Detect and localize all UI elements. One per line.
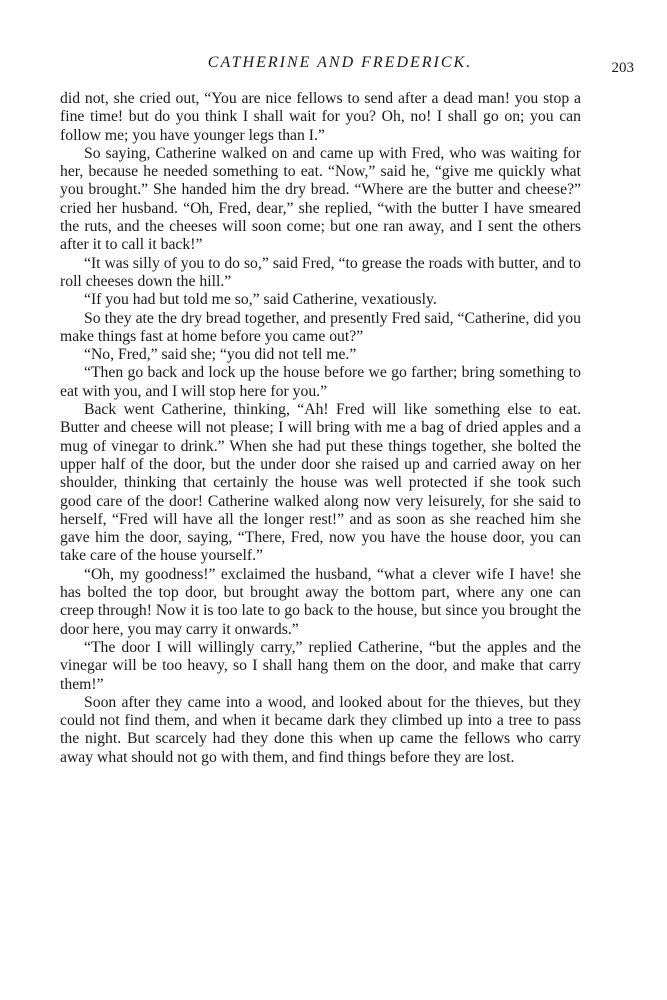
paragraph: “Then go back and lock up the house before we go farther; bring something to eat with you, and I will stop here for you.” bbox=[60, 364, 581, 400]
running-head bbox=[60, 54, 634, 78]
page-number: 203 bbox=[611, 60, 634, 76]
paragraph: Soon after they came into a wood, and looked about for the thieves, but they could not find them, and when it became dark they climbed up into a tree to pass the night. But scarcely had they done this when up came the fellows who carry away what should not go with them, and find things before they are lost. bbox=[60, 693, 581, 766]
paragraph: “The door I will willingly carry,” replied Catherine, “but the apples and the vinegar will be too heavy, so I shall hang them on the door, and make that carry them!” bbox=[60, 638, 581, 693]
paragraph: did not, she cried out, “You are nice fellows to send after a dead man! you stop a fine time! but do you think I shall wait for you? Oh, no! I shall go on; you can follow me; you have younger legs than I.” bbox=[60, 90, 581, 144]
paragraph: “No, Fred,” said she; “you did not tell me.” bbox=[84, 346, 357, 364]
paragraph: Back went Catherine, thinking, “Ah! Fred will like something else to eat. Butter and cheese will not please; I will bring with me a bag of dried apples and a mug of vinegar to drink.” When she had put these things together, she bolted the upper half of the door, but the under door she raised up and carried away on her shoulder, thinking that certainly the house was well protected if she took such good care of the door! Catherine walked along now very leisurely, for she said to herself, “Fred will have all the longer rest!” and as soon as she reached him she gave him the door, saying, “There, Fred, now you have the house door, you can take care of the house yourself.” bbox=[60, 401, 581, 565]
paragraph: “It was silly of you to do so,” said Fred, “to grease the roads with butter, and to roll cheeses down the hill.” bbox=[60, 254, 581, 290]
paragraph: So they ate the dry bread together, and presently Fred said, “Catherine, did you make things fast at home before you came out?” bbox=[60, 309, 581, 345]
paragraph: “If you had but told me so,” said Catherine, vexatiously. bbox=[84, 291, 437, 309]
body-text bbox=[60, 90, 581, 767]
paragraph: “Oh, my goodness!” exclaimed the husband, “what a clever wife I have! she has bolted the top door, but brought away the bottom part, where any one can creep through! Now it is too late to go back to the house, but since you brought the door here, you may carry it onwards.” bbox=[60, 565, 581, 638]
running-title: CATHERINE AND FREDERICK. bbox=[207, 54, 473, 71]
paragraph: So saying, Catherine walked on and came up with Fred, who was waiting for her, because he needed something to eat. “Now,” said he, “give me quickly what you brought.” She handed him the dry bread. “Where are the butter and cheese?” cried her husband. “Oh, Fred, dear,” she replied, “with the butter I have smeared the ruts, and the cheeses will soon come; but one ran away, and I sent the others after it to call it back!” bbox=[60, 144, 581, 254]
